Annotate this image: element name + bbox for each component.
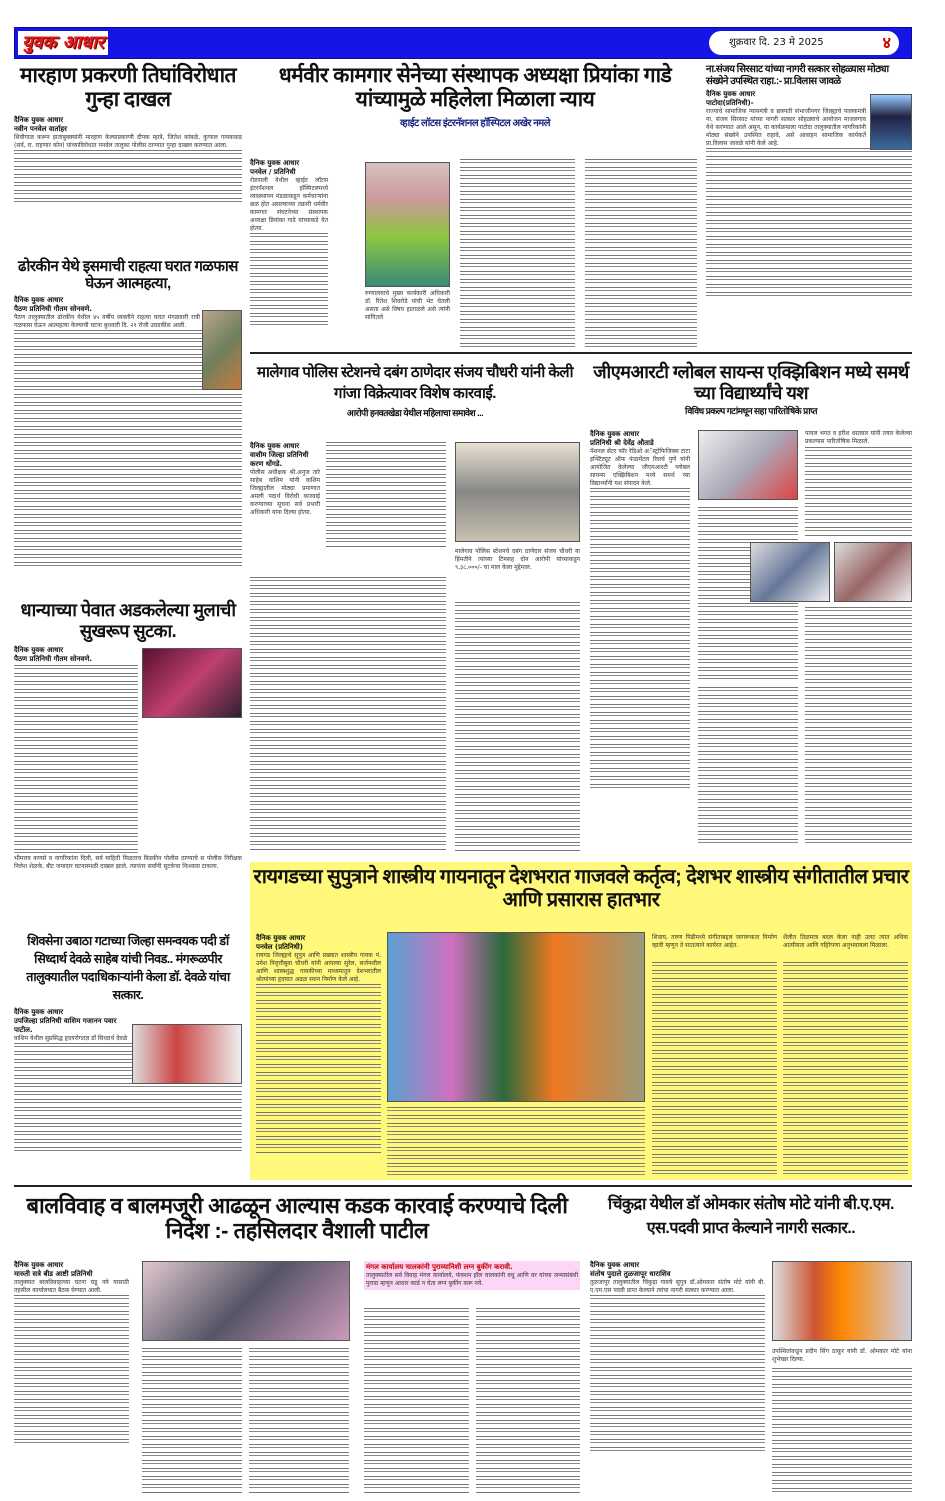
text-lines [14, 665, 138, 855]
text-lines [455, 602, 580, 852]
students-photo-2 [834, 542, 912, 602]
headline: ना.संजय सिरसाट यांच्या नागरी सत्कार सोहळ्यास मोठ्या संख्येने उपस्थित राहा.:- प्रा.विलास जावळे [706, 64, 889, 87]
story-body: शिवीगाळ करून हाताबुक्क्यांनी मारहाण केल्याप्रकरणी दीपक म्हात्रे, जितेश कांबळे, कुणाल गायकवाड (सर्व, रा. राहणार कोन) यांच्याविरोधात पनवेल तालुका पोलीस ठाण्यात गुन्हा दाखल करण्यात आला. [14, 134, 242, 150]
text-lines [772, 1368, 912, 1493]
award-ceremony-photo [387, 932, 645, 1102]
box-body: तालुक्यातील सर्व विवाह मंगल कार्यालये, फंक्शन हॉल चालकांनी वधू आणि वर यांच्या जन्मासंबंधी पुरावा म्हणून आधार कार्ड न घेता लग्न बुकींग करू नये. [366, 1272, 578, 1288]
story-balvivah [14, 1193, 580, 1295]
meeting-photo [142, 1261, 350, 1341]
text-lines [326, 442, 446, 547]
text-lines [783, 962, 908, 1174]
divider [250, 352, 912, 354]
location: नवीन पनवेल वार्ताहर [14, 125, 67, 134]
text-lines [250, 577, 446, 852]
story-marhan [14, 64, 242, 206]
divider [14, 1185, 912, 1187]
story-body-2: शिवाय, तरुण पिढीमध्ये संगीताबद्दल जागरूकता निर्माण व्हावी म्हणून ते सातत्याने कार्यरत आहेत. [652, 934, 777, 949]
subhead: विविध प्रकल्प गटांमधून सहा पारितोषिके प्राप्त [685, 406, 817, 417]
story-body-2: पायल भगत व हरीश धस्तवार यांनी तयार केलेल्या प्रकल्पास पारितोषिक मिळाले. [805, 430, 912, 445]
story-raigad [250, 862, 912, 1180]
photo-caption: रुग्णालयाचे मुख्य कार्यकारी अधिकारी डॉ. रितेश शिवरोडे यांची भेट घेतली असता असे विषय हाताळले असे त्यांनी सांगितले [365, 290, 450, 321]
story-body-2: उपस्थितांकडून प्रदीप सिंग ठाकूर यांनी डॉ. ओमकार मोटे यांना शुभेच्छा दिल्या. [772, 1348, 912, 1363]
text-lines [590, 1295, 765, 1455]
location: मारुती सत्रे बीड आष्टी प्रतिनिधी [14, 1270, 93, 1279]
masthead [14, 27, 912, 59]
page-number: ४ [882, 33, 891, 52]
location: उपजिल्हा प्रतिनिधी वाशिम गजानन पवार पाटील. [14, 1016, 117, 1034]
text-lines [256, 984, 381, 1154]
byline: दैनिक युवक आधार [14, 1007, 64, 1016]
location: पनवेल / प्रतिनिधी [250, 168, 296, 177]
text-lines [14, 1295, 129, 1445]
headline: मारहाण प्रकरणी तिघांविरोधात गुन्हा दाखल [19, 64, 237, 112]
byline: दैनिक युवक आधार [250, 159, 300, 167]
headline: ढोरकीन येथे इसमाची राहत्या घरात गळफास घेऊन आत्महत्या, [18, 258, 238, 293]
headline: रायगडच्या सुपुत्राने शास्त्रीय गायनातून देशभरात गाजवले कर्तृत्व; देशभर शास्त्रीय संगीतातील प्रचार आणि प्रसारास हातभार [253, 866, 909, 911]
text-lines [250, 233, 328, 329]
story-body: पोलीस अधीक्षक श्री.अनुज तारे साहेब वाशिम यांनी वाशिम जिल्ह्यातील मोठ्या प्रमाणात अमली पदार्थ विरोधी कारवाई करण्याच्या सूचना सर्व प्रभारी अधिकारी यांना दिल्या होत्या. [250, 469, 320, 517]
headline: बालविवाह व बालमजूरी आढळून आल्यास कडक कारवाई करण्याचे दिली निर्देश :- तहसिलदार वैशाली पाटील [26, 1193, 568, 1244]
text-lines [590, 488, 690, 788]
story-sirsat [706, 64, 912, 298]
text-lines [142, 1348, 242, 1493]
newspaper-logo: युवक आधार [18, 31, 108, 55]
byline: दैनिक युवक आधार [256, 934, 306, 942]
felicitation-photo [772, 1261, 912, 1341]
story-body: तुळजापूर तालुक्यातील चिंकुद्रा गावचे सुपुत्र डॉ.ओमकार संतोष मोटे यांनी बी. ए.एम.एस पदवी प्राप्त केल्याने त्यांचा नागरी सत्कार करण्यात आला. [590, 1279, 765, 1295]
story-gmrt [590, 362, 912, 488]
headline: जीएमआरटी ग्लोबल सायन्स एक्झिबिशन मध्ये समर्थ च्या विद्यार्थ्यांचे यश [593, 362, 909, 403]
location: पैठण प्रतिनिधी गौतम सोनवणे. [14, 655, 92, 664]
byline: दैनिक युवक आधार [590, 430, 640, 438]
byline: दैनिक युवक आधार [14, 295, 64, 304]
subhead: आरोपी हनवतखेडा येथील महिलाचा समावेश ... [346, 408, 484, 418]
priyanka-gade-photo [365, 162, 450, 287]
text-lines [805, 447, 912, 537]
story-body: रोडपाली येथील व्हाईट लॉटस इंटरनॅशनल हॉस्पिटलमध्ये व्यवस्थापन मंडळाकडून कर्मचाऱ्यांना छळ होत असल्याच्या तक्रारी धर्मवीर कामगार संघटनेच्या संस्थापक अध्यक्षा प्रियांका गाडे यांच्याकडे येत होत्या. [250, 177, 328, 233]
headline: मालेगाव पोलिस स्टेशनचे दबंग ठाणेदार संजय चौधरी यांनी केली गांजा विक्रेत्यावर विशेष कारवाई. [257, 364, 573, 402]
location: वाशीम जिल्हा प्रतिनिधी करण धोंगडे. [250, 451, 309, 469]
text-lines [364, 1308, 469, 1493]
byline: दैनिक युवक आधार [706, 90, 756, 98]
location: पैठण प्रतिनिधी गौतम सोनवणे. [14, 304, 92, 313]
info-box [364, 1261, 580, 1290]
story-body: तालुक्यात बालविवाहाच्या घटना घडू नये यासाठी तहसील कार्यालयात बैठक घेण्यात आली. [14, 1279, 129, 1295]
location: पाटोदा(प्रतिनिधी)- [706, 99, 754, 108]
text-lines [387, 1107, 645, 1175]
text-lines [460, 159, 575, 349]
photo-caption: मालेगाव पोलिस स्टेशनचे दबंग ठाणेदार संजय चौधरी या हिंमतीने त्यांच्या टिमसह दोन आरोपी यांच्याकडून ९,३८,०००/- चा माल केला मुद्देमाल. [455, 548, 580, 571]
headline: धान्याच्या पेवात अडकलेल्या मुलाची सुखरूप सुटका. [20, 600, 236, 641]
text-lines [706, 148, 912, 298]
issue-date [709, 31, 899, 55]
text-lines [698, 687, 798, 847]
byline: दैनिक युवक आधार [14, 1261, 64, 1269]
vilas-javale-photo [870, 94, 912, 150]
story-body: पैठण तालुक्यातील ढोरकीन येथील ४५ वर्षीय व्यक्तीने राहत्या घरात मंगळवारी रात्री गळफास घेऊन आत्महत्या केल्याची घटना बुधवारी दि. २१ रोजी उघडकीस आली. [14, 313, 200, 329]
date-text: शुक्रवार दि. 23 मे 2025 [729, 37, 824, 48]
subhead: व्हाईट लॉटस इंटरनॅशनल हॉस्पिटल अखेर नमले [399, 118, 551, 130]
students-photo-1 [750, 542, 830, 602]
person-photo [202, 310, 242, 390]
text-lines [805, 607, 912, 847]
story-shivsena [14, 932, 242, 1151]
story-malegaon [250, 362, 580, 571]
story-dhanya [14, 600, 242, 871]
byline: दैनिक युवक आधार [14, 116, 64, 125]
exhibition-photo [698, 430, 798, 500]
headline: चिंकुद्रा येथील डॉ ओमकार संतोष मोटे यांनी बी.ए.एम. एस.पदवी प्राप्त केल्याने नागरी सत्कार.. [608, 1196, 894, 1237]
story-priyanka-gade [250, 64, 700, 321]
text-lines [249, 1348, 349, 1493]
text-lines [476, 1308, 580, 1493]
headline: धर्मवीर कामगार सेनेच्या संस्थापक अध्यक्षा प्रियांका गाडे यांच्यामुळे महिलेला मिळाला न्याय [278, 64, 672, 112]
story-chinkudra [590, 1193, 912, 1363]
felicitation-photo [132, 1024, 242, 1084]
story-body: भीमराव कणसे व नागरिकांना दिली, सर्व माहिती मिळताच बिडकीन पोलीस ठाण्याचे स पोलीस निरीक्षक निलेश शेळके, बीट जमादार घटनास्थळी दाखल झाले. त्यानंतर सर्वांनी सुटकेचा निःश्वास टाकला. [14, 854, 242, 870]
text-lines [652, 962, 777, 1174]
box-title: मंगल कार्यालय चालकांनी पुराव्यानिशी लग्न बुकींग करावी. [366, 1263, 513, 1271]
text-lines [585, 159, 697, 349]
story-body: वाशिम येथील सुप्रसिद्ध हृदयरोगतज्ञ डॉ सिध्दार्थ देवळे [14, 1034, 128, 1042]
location: पनवेल (प्रतिनिधी) [256, 943, 303, 952]
story-body: नॅशनल सेंटर फॉर रेडिओ अॅस्ट्रोफिजिक्स टाटा इन्स्टिट्यूट ऑफ फंडामेंटल रिसर्च पुणे यांनी आयोजित केलेल्या जीएमआरटी ग्लोबल सायन्स एक्झिबिशन मध्ये समर्थ च्या विद्यार्थ्यांनी यश संपादन केले. [590, 448, 690, 488]
location: प्रतिनिधी श्री देवेंद्र औताडे [590, 439, 654, 448]
byline: दैनिक युवक आधार [250, 442, 300, 450]
story-body: राज्याचे सामाजिक न्यायमंत्री व छत्रपती संभाजीनगर जिल्ह्याचे पालकमंत्री ना. संजय सिरसाट यांच्या नागरी सत्कार सोहळ्याचे आयोजन माजलगाव येथे करण्यात आले असून, या कार्यक्रमाला पाटोदा तालुक्यातील नागरिकांनी मोठ्या संख्येने उपस्थित राहावे, असे आवाहन सामाजिक कार्यकर्ते प्रा.विलास जावळे यांनी केले आहे. [706, 108, 866, 148]
story-body-3: शैलीत तिळमात्र बदल केला नाही उलट त्यात अधिक आत्मीयता आणि गहिरेपणा अनुभवायला मिळाला. [783, 934, 908, 949]
story-dhorkin [14, 258, 242, 570]
byline: दैनिक युवक आधार [14, 646, 64, 655]
byline: दैनिक युवक आधार [590, 1261, 640, 1269]
story-body: रायगड जिल्ह्याचे सुपुत्र आणि प्रख्यात शास्त्रीय गायक पं. उमेश निवृत्तीबुवा चौधरी यांनी आपल्या सुरेल, सर्जनशील आणि शास्त्रशुद्ध गायकीच्या माध्यमातून देशभरातील श्रोत्यांच्या हृदयात अढळ स्थान निर्माण केले आहे. [256, 952, 381, 984]
police-seizure-photo [455, 442, 580, 542]
headline: शिवसेना उबाठा गटाच्या जिल्हा समन्वयक पदी डॉ सिध्दार्थ देवळे साहेब यांची निवड.. मंगरूळपीर तालुक्यातील पदाधिकाऱ्यांनी केला डॉ. देवळे यांचा सत्कार. [26, 934, 230, 1003]
text-lines [14, 150, 242, 206]
rescue-photo [142, 648, 242, 718]
location: संतोष पुदाले तुळजापूर धाराशिव [590, 1270, 671, 1279]
